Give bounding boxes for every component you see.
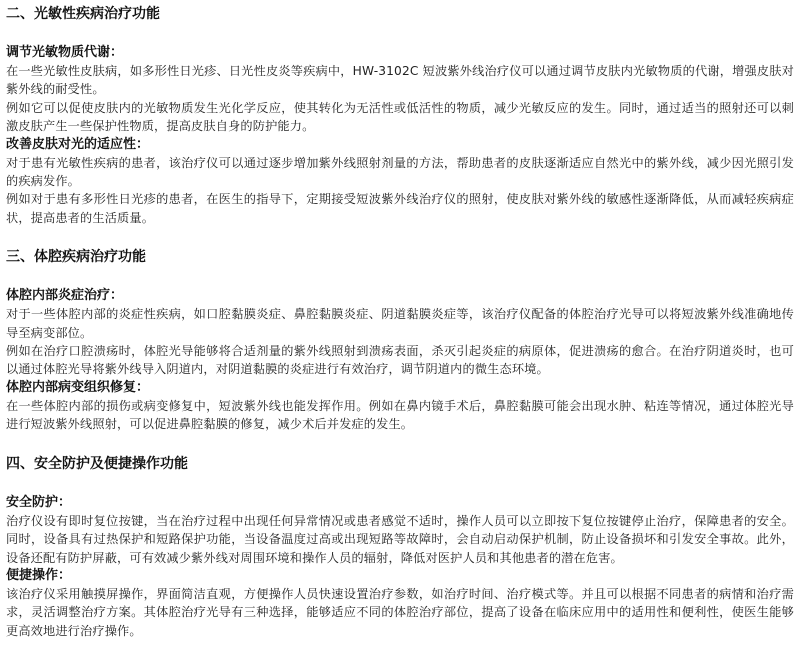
paragraph: 该治疗仪采用触摸屏操作，界面简洁直观，方便操作人员快速设置治疗参数，如治疗时间、治疗模式等。并且可以根据不同患者的病情和治疗需求，灵活调整治疗方案。其体腔治疗光导有三种选择，能够适应不同的体腔治疗部位，提高了设备在临床应用中的适用性和便利性，使医生能够更高效地进行治疗操作。	[6, 586, 794, 638]
section-safety-operation	[6, 454, 794, 640]
subsection-title: 调节光敏物质代谢：	[6, 45, 124, 60]
section-photosensitivity	[6, 4, 794, 227]
subsection-title: 便捷操作：	[6, 567, 72, 583]
section-title: 三、体腔疾病治疗功能	[6, 249, 146, 266]
paragraph: 对于患有光敏性疾病的患者，该治疗仪可以通过逐步增加紫外线照射剂量的方法，帮助患者的皮肤逐渐适应自然光中的紫外线，减少因光照引发的疾病发作。	[6, 155, 794, 189]
paragraph: 例如它可以促使皮肤内的光敏物质发生光化学反应，使其转化为无活性或低活性的物质，减少光敏反应的发生。同时，通过适当的照射还可以刺激皮肤产生一些保护性物质，提高皮肤自身的防护能力。	[6, 100, 794, 134]
section-title: 二、光敏性疾病治疗功能	[6, 6, 160, 22]
subsection-title: 体腔内部病变组织修复：	[6, 379, 150, 395]
paragraph: 在一些体腔内部的损伤或病变修复中，短波紫外线也能发挥作用。例如在鼻内镜手术后，鼻腔黏膜可能会出现水肿、粘连等情况，通过体腔光导进行短波紫外线照射，可以促进鼻腔黏膜的修复，减少术后并发症的发生。	[6, 398, 794, 432]
paragraph: 在一些光敏性皮肤病，如多形性日光疹、日光性皮炎等疾病中，HW-3102C 短波紫外线治疗仪可以通过调节皮肤内光敏物质的代谢，增强皮肤对紫外线的耐受性。	[6, 64, 794, 97]
paragraph: 例如在治疗口腔溃疡时，体腔光导能够将合适剂量的紫外线照射到溃疡表面，杀灭引起炎症的病原体，促进溃疡的愈合。在治疗阴道炎时，也可以通过体腔光导将紫外线导入阴道内，对阴道黏膜的炎症进行有效治疗，调节阴道内的微生态环境。	[6, 344, 794, 377]
subsection-title: 改善皮肤对光的适应性：	[6, 136, 150, 152]
paragraph: 对于一些体腔内部的炎症性疾病，如口腔黏膜炎症、鼻腔黏膜炎症、阴道黏膜炎症等，该治疗仪配备的体腔治疗光导可以将短波紫外线准确地传导至病变部位。	[6, 307, 794, 340]
subsection-title: 体腔内部炎症治疗：	[6, 288, 124, 304]
section-body-cavity	[6, 247, 794, 433]
paragraph: 治疗仪设有即时复位按键，当在治疗过程中出现任何异常情况或患者感觉不适时，操作人员可以立即按下复位按键停止治疗，保障患者的安全。同时，设备具有过热保护和短路保护功能，当设备温度过高或出现短路等故障时，会自动启动保护机制，防止设备损坏和引发安全事故。此外，设备还配有防护屏蔽，可有效减少紫外线对周围环境和操作人员的辐射，降低对医护人员和其他患者的潜在危害。	[6, 513, 794, 565]
section-title: 四、安全防护及便捷操作功能	[6, 455, 188, 472]
subsection-title: 安全防护：	[6, 494, 72, 510]
paragraph: 例如对于患有多形性日光疹的患者，在医生的指导下，定期接受短波紫外线治疗仪的照射，使皮肤对紫外线的敏感性逐渐降低，从而减轻疾病症状，提高患者的生活质量。	[6, 192, 794, 225]
